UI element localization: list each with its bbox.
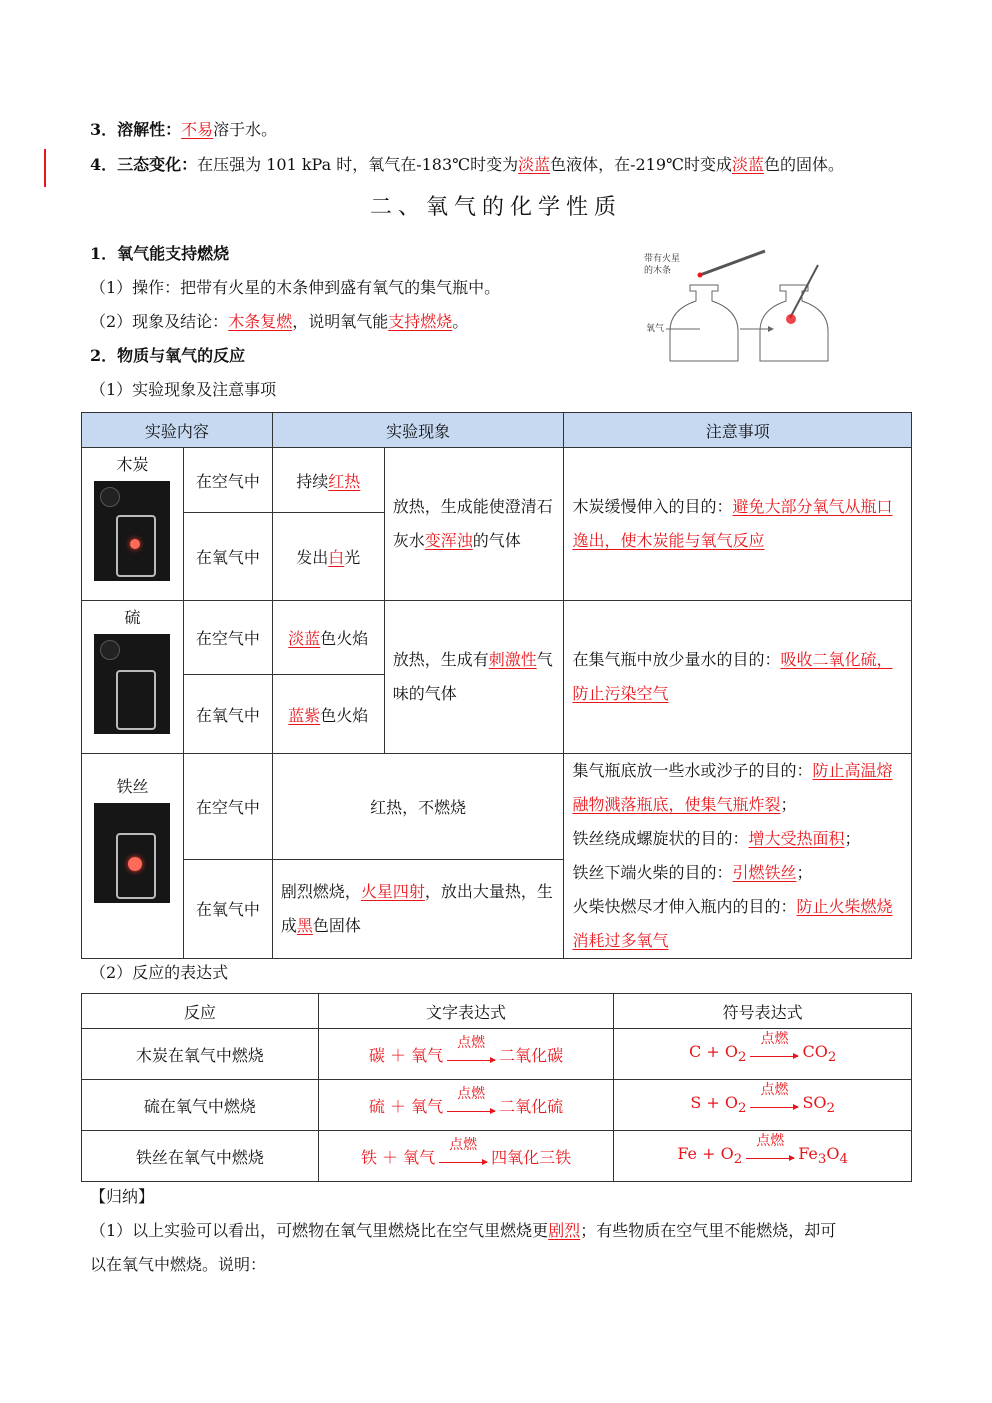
common-phenomenon: [384, 601, 564, 754]
condition: 点燃: [756, 1133, 785, 1150]
text: ；: [844, 829, 861, 848]
answer: 黑: [296, 915, 313, 935]
cond-oxygen: 在氧气中: [183, 513, 272, 601]
summary-line-1: [90, 1220, 836, 1242]
text: 放热，生成能使澄清石灰水: [392, 497, 553, 550]
text: 剧烈燃烧，: [280, 881, 361, 901]
text: 。: [452, 312, 469, 331]
text: 放热，生成有: [392, 650, 489, 669]
subscript: 2: [737, 1050, 747, 1066]
word-equation: [318, 1029, 614, 1080]
phenomenon: 红热，不燃烧: [272, 754, 564, 860]
text: 溶于水。: [213, 120, 278, 139]
text: ；有些物质在空气里不能燃烧，却可: [580, 1221, 837, 1240]
symbol-equation: [614, 1131, 912, 1182]
wooden-stick-figure: [640, 243, 840, 373]
note: [564, 754, 912, 959]
revision-mark: [44, 149, 46, 187]
sulfur-photo: [94, 634, 170, 734]
summary-line-2: 以在氧气中燃烧。说明：: [90, 1255, 267, 1274]
states-label: 4．三态变化：: [90, 155, 198, 174]
states-line: [90, 154, 844, 176]
table-row: [82, 1080, 912, 1131]
condition: 点燃: [457, 1085, 486, 1102]
solubility-line: [90, 119, 277, 141]
text: 气味的气体: [392, 650, 553, 703]
support-heading: 1．氧气能支持燃烧: [90, 244, 230, 263]
text: O: [826, 1144, 840, 1164]
solubility-label: 3．溶解性：: [90, 120, 182, 139]
text: 集气瓶底放一些水或沙子的目的：: [572, 761, 813, 780]
answer: 变浑浊: [424, 531, 473, 550]
answer: 红热: [328, 471, 361, 491]
table-row: [82, 1131, 912, 1182]
material-name: 铁丝: [116, 777, 149, 796]
react-sub2: （2）反应的表达式: [90, 963, 229, 982]
text: （1）以上实验可以看出，可燃物在氧气里燃烧比在空气里燃烧更: [90, 1221, 549, 1240]
summary-label: 【归纳】: [90, 1187, 155, 1206]
reaction-name: 铁丝在氧气中燃烧: [82, 1131, 319, 1182]
condition: 点燃: [457, 1034, 486, 1051]
subscript: 2: [826, 1101, 836, 1117]
answer: 蓝紫: [288, 705, 321, 725]
text: 色液体，在-219℃时变成: [550, 155, 732, 174]
text: 色固体: [312, 915, 361, 935]
phenomenon: [272, 601, 384, 675]
text: 四氧化三铁: [491, 1147, 572, 1167]
note: [564, 448, 912, 601]
material-iron: [82, 754, 184, 959]
col-header: 文字表达式: [318, 994, 614, 1029]
col-header: 实验现象: [272, 413, 564, 448]
common-phenomenon: [384, 448, 564, 601]
text: S + O: [690, 1093, 738, 1113]
phenomenon: [272, 448, 384, 513]
material-name: 硫: [124, 608, 141, 627]
text: 在压强为 101 kPa 时，氧气在-183℃时变为: [197, 155, 519, 174]
answer: 剧烈: [548, 1221, 581, 1240]
text: 在集气瓶中放少量水的目的：: [572, 650, 781, 669]
symbol-equation: [614, 1029, 912, 1080]
text: 的气体: [472, 531, 521, 550]
text: 色火焰: [320, 705, 369, 725]
text: 硫 ＋ 氧气: [368, 1096, 444, 1116]
answer: 支持燃烧: [388, 312, 453, 331]
symbol-equation: [614, 1080, 912, 1131]
text: 铁 ＋ 氧气: [360, 1147, 436, 1167]
text: 二氧化碳: [499, 1045, 564, 1065]
material-name: 木炭: [116, 455, 149, 474]
glowing-stick: [700, 251, 765, 275]
word-equation: [318, 1131, 614, 1182]
cond-oxygen: 在氧气中: [183, 675, 272, 754]
note-item: [572, 822, 903, 856]
material-sulfur: [82, 601, 184, 754]
experiment-table: [81, 412, 912, 959]
text: 二氧化硫: [499, 1096, 564, 1116]
equation-table: [81, 993, 912, 1182]
text: 木炭缓慢伸入的目的：: [572, 497, 733, 516]
text: 火柴快燃尽才伸入瓶内的目的：: [572, 897, 797, 916]
note-item: [572, 890, 903, 958]
figure-label-stick-1: 带有火星: [644, 254, 681, 264]
answer: 木条复燃: [228, 312, 293, 331]
subscript: 2: [733, 1152, 743, 1168]
cond-air: 在空气中: [183, 754, 272, 860]
section-title: 二、氧气的化学性质: [369, 195, 622, 220]
reaction-name: 硫在氧气中燃烧: [82, 1080, 319, 1131]
col-header: 实验内容: [82, 413, 273, 448]
word-equation: [318, 1080, 614, 1131]
cond-air: 在空气中: [183, 601, 272, 675]
reaction-name: 木炭在氧气中燃烧: [82, 1029, 319, 1080]
cond-air: 在空气中: [183, 448, 272, 513]
note: [564, 601, 912, 754]
answer: 白: [328, 548, 345, 567]
text: Fe + O: [677, 1144, 734, 1164]
text: ，放出大量热，生成: [280, 881, 553, 935]
text: 碳 ＋ 氧气: [368, 1045, 444, 1065]
carbon-photo: [94, 481, 170, 581]
answer: 吸收二氧化硫，防止污染空气: [572, 650, 893, 703]
answer: 不易: [181, 120, 214, 139]
answer: 防止火柴燃烧消耗过多氧气: [572, 897, 893, 950]
subscript: 2: [737, 1101, 747, 1117]
answer: 淡蓝: [518, 155, 551, 174]
condition: 点燃: [760, 1082, 789, 1099]
text: 铁丝下端火柴的目的：: [572, 863, 733, 882]
subscript: 4: [839, 1152, 848, 1168]
text: （2）现象及结论：: [90, 312, 229, 331]
answer: 火星四射: [360, 881, 425, 901]
phenomenon: [272, 675, 384, 754]
answer: 引燃铁丝: [732, 863, 797, 882]
react-sub1: （1）实验现象及注意事项: [90, 380, 277, 399]
arrow-icon: [750, 1082, 798, 1108]
text: C + O: [689, 1042, 738, 1062]
arrow-icon: [750, 1031, 798, 1057]
text: CO: [802, 1042, 828, 1062]
text: ；: [796, 863, 813, 882]
cond-oxygen: 在氧气中: [183, 859, 272, 958]
note-item: [572, 856, 903, 890]
arrow-icon: [447, 1034, 495, 1061]
figure-label-oxygen: 氧气: [646, 324, 665, 334]
gas-jar-left: [670, 285, 738, 361]
condition: 点燃: [449, 1136, 478, 1153]
text: 发出: [296, 548, 329, 567]
support-operation: （1）操作：把带有火星的木条伸到盛有氧气的集气瓶中。: [90, 278, 501, 297]
text: 色火焰: [320, 629, 369, 648]
material-carbon: [82, 448, 184, 601]
flame: [786, 314, 796, 324]
answer: 增大受热面积: [748, 829, 845, 848]
support-result: [90, 311, 468, 333]
text: SO: [802, 1093, 827, 1113]
text: Fe: [798, 1144, 818, 1164]
col-header: 反应: [82, 994, 319, 1029]
answer: 淡蓝: [731, 155, 764, 174]
text: 铁丝绕成螺旋状的目的：: [572, 829, 749, 848]
arrow-icon: [439, 1136, 487, 1163]
answer: 淡蓝: [288, 629, 321, 648]
phenomenon: [272, 859, 564, 958]
subscript: 2: [827, 1050, 837, 1066]
text: 色的固体。: [763, 155, 844, 174]
subscript: 3: [817, 1152, 827, 1168]
text: ，说明氧气能: [292, 312, 389, 331]
condition: 点燃: [760, 1031, 789, 1048]
phenomenon: [272, 513, 384, 601]
arrow-icon: [746, 1133, 794, 1159]
col-header: 符号表达式: [614, 994, 912, 1029]
answer: 避免大部分氧气从瓶口逸出，使木炭能与氧气反应: [572, 497, 893, 550]
react-heading: 2．物质与氧气的反应: [90, 346, 246, 365]
note-item: [572, 754, 903, 822]
text: 持续: [296, 471, 329, 491]
iron-photo: [94, 803, 170, 903]
answer: 刺激性: [488, 650, 537, 669]
figure-label-stick-2: 的木条: [644, 266, 672, 276]
table-row: [82, 1029, 912, 1080]
text: ；: [780, 795, 797, 814]
answer: 防止高温熔融物溅落瓶底，使集气瓶炸裂: [572, 761, 893, 814]
col-header: 注意事项: [564, 413, 912, 448]
arrow-icon: [447, 1085, 495, 1112]
text: 光: [344, 548, 361, 567]
